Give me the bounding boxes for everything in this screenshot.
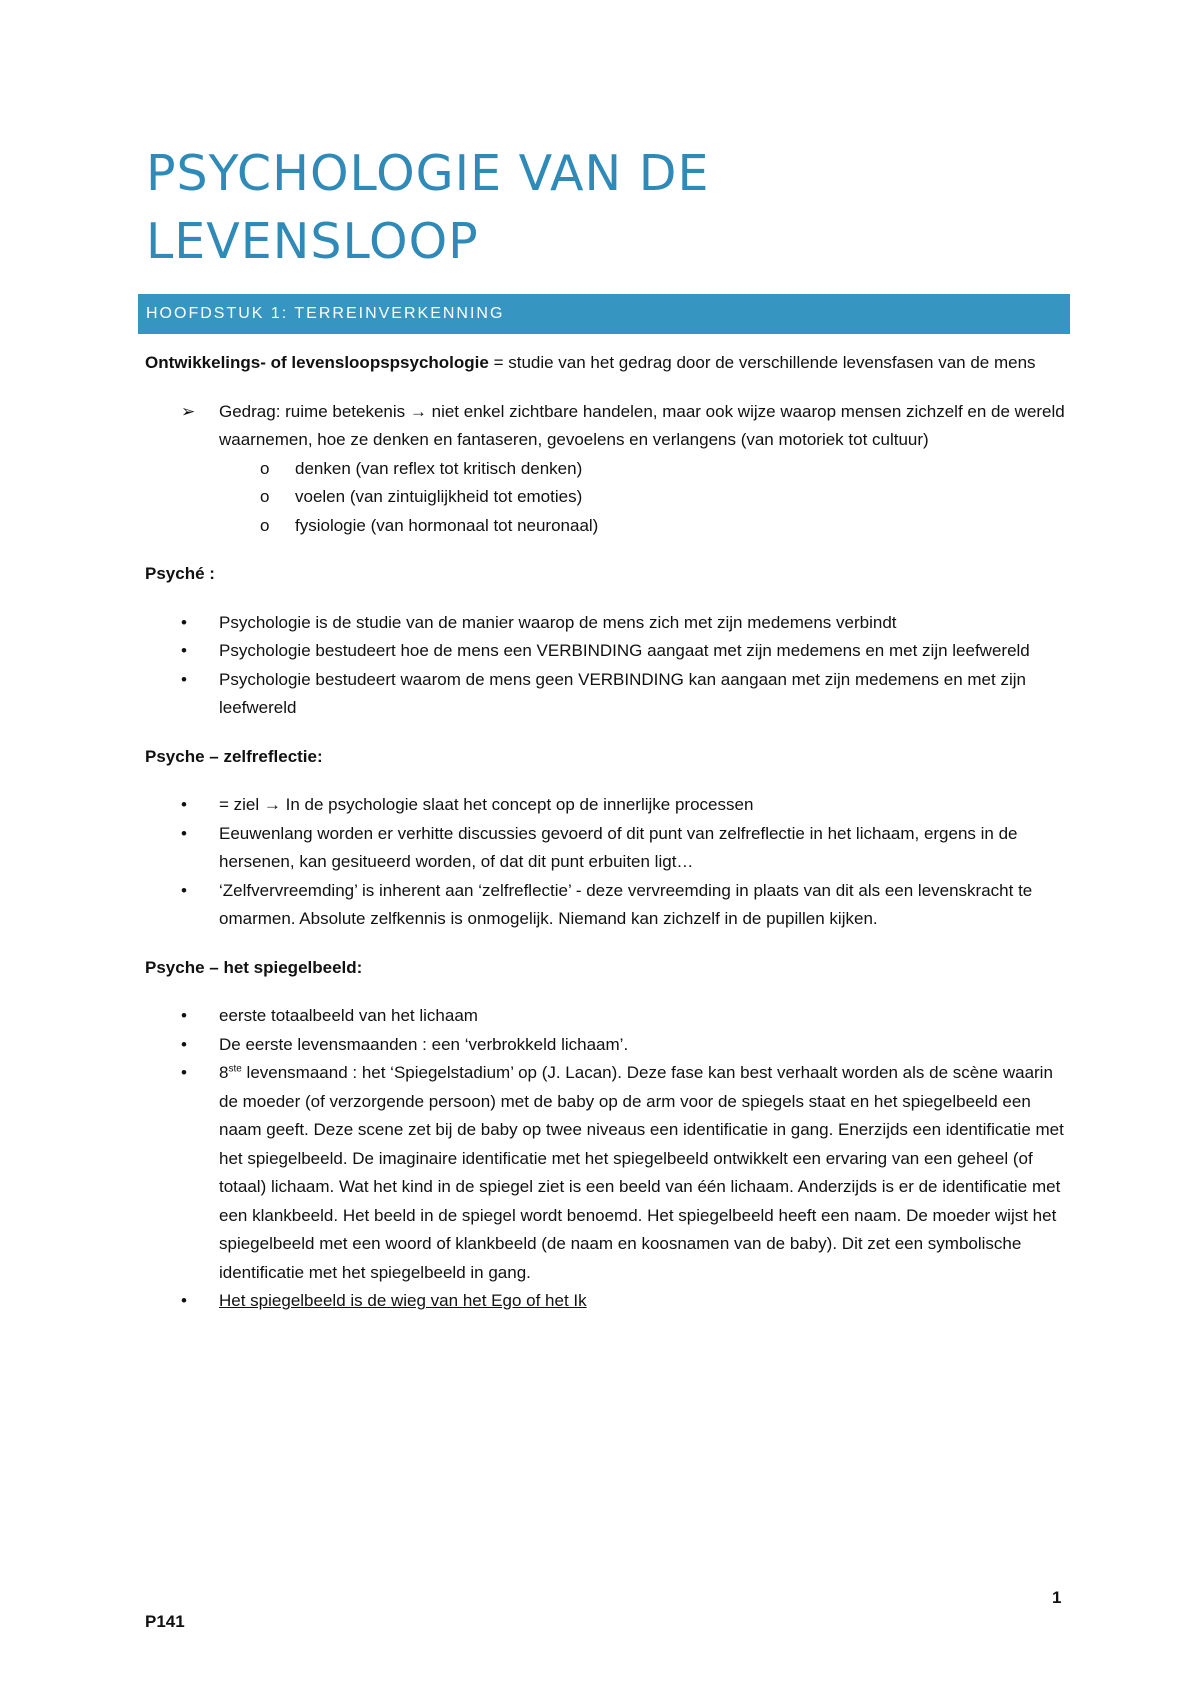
bullet-icon: • xyxy=(181,669,187,689)
list-item-text: = ziel xyxy=(219,795,264,814)
document-title: PSYCHOLOGIE VAN DE LEVENSLOOP xyxy=(146,145,710,270)
document-body xyxy=(145,349,1065,1316)
definition-term: Ontwikkelings- of levensloopspsychologie xyxy=(145,353,489,372)
bullet-icon: • xyxy=(181,1034,187,1054)
list-item-text: eerste totaalbeeld van het lichaam xyxy=(219,1006,478,1025)
list-item xyxy=(145,1059,1065,1287)
list-item xyxy=(145,637,1065,666)
list-item xyxy=(145,1031,1065,1060)
subitem-text: denken (van reflex tot kritisch denken) xyxy=(295,458,583,478)
list-item xyxy=(145,791,1065,820)
circle-bullet-icon: o xyxy=(260,487,270,506)
bullet-icon: • xyxy=(181,880,187,900)
gedrag-subitem xyxy=(145,512,1065,541)
bullet-icon: • xyxy=(181,1063,187,1082)
list-item-text: Eeuwenlang worden er verhitte discussies gevoerd of dit punt van zelfreflectie in het lichaam, ergens in de hersenen, kan gesitueerd worden, of dat dit punt erbuiten ligt… xyxy=(219,823,1018,871)
bullet-icon: • xyxy=(181,1006,187,1025)
gedrag-item xyxy=(145,398,1065,455)
arrow-bullet-icon: ➢ xyxy=(181,401,196,421)
right-arrow-icon: → xyxy=(409,401,427,421)
list-item xyxy=(145,609,1065,638)
bullet-icon: • xyxy=(181,795,187,814)
definition-text: = studie van het gedrag door de verschillende levensfasen van de mens xyxy=(488,353,1036,372)
ordinal-suffix: ste xyxy=(228,1063,242,1075)
subitem-text: fysiologie (van hormonaal tot neuronaal) xyxy=(295,515,599,535)
circle-bullet-icon: o xyxy=(260,458,270,478)
section-heading-zelfreflectie: Psyche – zelfreflectie: xyxy=(145,746,323,766)
subitem-text: voelen (van zintuiglijkheid tot emoties) xyxy=(295,487,583,506)
section-heading-spiegelbeeld: Psyche – het spiegelbeeld: xyxy=(145,957,363,977)
list-item-text: Psychologie bestudeert waarom de mens geen VERBINDING kan aangaan met zijn medemens en met zijn leefwereld xyxy=(219,669,1026,717)
list-item xyxy=(145,666,1065,723)
right-arrow-icon: → xyxy=(263,795,281,814)
list-item xyxy=(145,820,1065,877)
list-item-text: 8 xyxy=(219,1063,229,1082)
list-item-text: ‘Zelfvervreemding’ is inherent aan ‘zelfreflectie’ - deze vervreemding in plaats van dit als een levenskracht te omarmen. Absolute zelfkennis is onmogelijk. Niemand kan zichzelf in de pupillen kijken. xyxy=(219,880,1033,928)
page-number: 1 xyxy=(1052,1588,1062,1607)
section-heading-psyche: Psyché : xyxy=(145,564,215,583)
list-item-text: In de psychologie slaat het concept op de innerlijke processen xyxy=(280,795,754,814)
gedrag-subitem xyxy=(145,455,1065,484)
bullet-icon: • xyxy=(181,612,187,632)
footer-code: P141 xyxy=(145,1612,185,1631)
chapter-heading: HOOFDSTUK 1: TERREINVERKENNING xyxy=(138,294,1070,334)
list-item-text: Psychologie is de studie van de manier waarop de mens zich met zijn medemens verbindt xyxy=(219,612,897,632)
list-item xyxy=(145,1287,1065,1316)
list-item xyxy=(145,1002,1065,1031)
list-item-text: Het spiegelbeeld is de wieg van het Ego of het Ik xyxy=(219,1291,587,1310)
circle-bullet-icon: o xyxy=(260,515,270,535)
gedrag-lead: Gedrag: ruime betekenis xyxy=(219,401,410,421)
bullet-icon: • xyxy=(181,1291,187,1310)
bullet-icon: • xyxy=(181,823,187,843)
list-item-text: levensmaand : het ‘Spiegelstadium’ op (J. Lacan). Deze fase kan best verhaalt worden als de scène waarin de moeder (of verzorgende persoon) met de baby op de arm voor de spiegels staat en het spiegelbeeld een naam geeft. Deze scene zet bij de baby op twee niveaus een identificatie in gang. Enerzijds een identificatie met het spiegelbeeld. De imaginaire identificatie met het spiegelbeeld ontwikkelt een ervaring van een geheel (of totaal) lichaam. Wat het kind in de spiegel ziet is een beeld van één lichaam. Anderzijds is er de identificatie met een klankbeeld. Het beeld in de spiegel wordt benoemd. Het spiegelbeeld heeft een naam. De moeder wijst het spiegelbeeld met een woord of klankbeeld (de naam en koosnamen van de baby). Dit zet een symbolische identificatie met het spiegelbeeld in gang. xyxy=(219,1063,1064,1282)
gedrag-text: niet enkel zichtbare handelen, maar ook wijze waarop mensen zichzelf en de wereld waarnemen, hoe ze denken en fantaseren, gevoelens en verlangens (van motoriek tot cultuur) xyxy=(219,401,1065,449)
list-item-text: De eerste levensmaanden : een ‘verbrokkeld lichaam’. xyxy=(219,1034,629,1054)
bullet-icon: • xyxy=(181,641,187,660)
list-item xyxy=(145,877,1065,934)
gedrag-subitem xyxy=(145,483,1065,512)
definition-paragraph xyxy=(145,349,1065,378)
list-item-text: Psychologie bestudeert hoe de mens een VERBINDING aangaat met zijn medemens en met zijn leefwereld xyxy=(219,641,1030,660)
